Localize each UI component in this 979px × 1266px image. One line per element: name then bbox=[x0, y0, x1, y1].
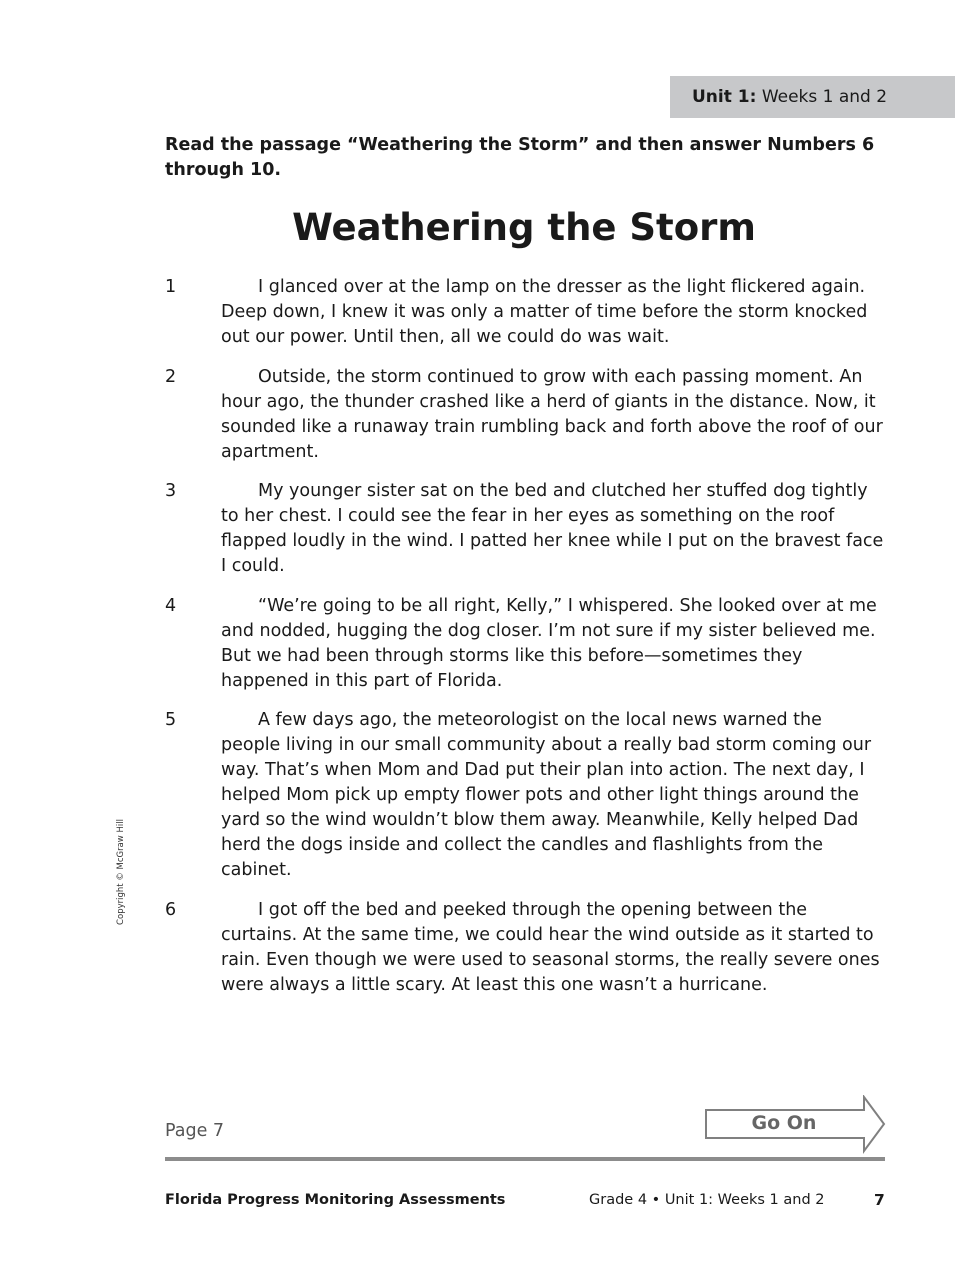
instructions: Read the passage “Weathering the Storm” and then answer Numbers 6 through 10. bbox=[165, 135, 875, 180]
paragraph-text: I got off the bed and peeked through the opening between the curtains. At the same time, we could hear the wind outside as it started to rain. Even though we were used to seasonal storms, the really severe ones were always a little scary. At least this one wasn’t a hurricane. bbox=[221, 900, 880, 995]
footer-grade-unit: Grade 4 • Unit 1: Weeks 1 and 2 bbox=[589, 1192, 825, 1208]
go-on-button[interactable] bbox=[704, 1095, 886, 1155]
footer-rule bbox=[165, 1157, 885, 1161]
paragraph-number: 3 bbox=[165, 481, 177, 501]
copyright-notice: Copyright © McGraw Hill bbox=[116, 819, 126, 925]
paragraph-number: 1 bbox=[165, 277, 177, 297]
paragraph-number: 4 bbox=[165, 596, 177, 616]
paragraph-text: A few days ago, the meteorologist on the local news warned the people living in our small community about a really bad storm coming our way. That’s when Mom and Dad put their plan into action. The next day, I helped Mom pick up empty flower pots and other light things around the yard so the wind wouldn’t blow them away. Meanwhile, Kelly helped Dad herd the dogs inside and collect the candles and flashlights from the cabinet. bbox=[221, 710, 872, 880]
paragraph-text: Outside, the storm continued to grow with each passing moment. An hour ago, the thunder crashed like a herd of giants in the distance. Now, it sounded like a runaway train rumbling back and forth above the roof of our apartment. bbox=[221, 367, 883, 462]
page-label: Page 7 bbox=[165, 1121, 225, 1141]
paragraph-text: My younger sister sat on the bed and clutched her stuffed dog tightly to her chest. I could see the fear in her eyes as something on the roof flapped loudly in the wind. I patted her knee while I put on the bravest face I could. bbox=[221, 481, 884, 576]
paragraph-number: 6 bbox=[165, 900, 177, 920]
unit-weeks: Weeks 1 and 2 bbox=[761, 87, 888, 107]
unit-tab bbox=[670, 76, 955, 118]
go-on-label: Go On bbox=[751, 1112, 817, 1134]
footer-page-number: 7 bbox=[874, 1191, 885, 1209]
footer-title: Florida Progress Monitoring Assessments bbox=[165, 1192, 506, 1208]
paragraph-text: I glanced over at the lamp on the dresser as the light flickered again. Deep down, I knew it was only a matter of time before the storm knocked out our power. Until then, all we could do was wait. bbox=[221, 277, 868, 347]
paragraph-number: 5 bbox=[165, 710, 177, 730]
paragraph-text: “We’re going to be all right, Kelly,” I whispered. She looked over at me and nodded, hugging the dog closer. I’m not sure if my sister believed me. But we had been through storms like this before—sometimes they happened in this part of Florida. bbox=[221, 596, 877, 691]
passage-title: Weathering the Storm bbox=[292, 206, 756, 249]
unit-label: Unit 1: bbox=[692, 87, 757, 107]
paragraph-number: 2 bbox=[165, 367, 177, 387]
